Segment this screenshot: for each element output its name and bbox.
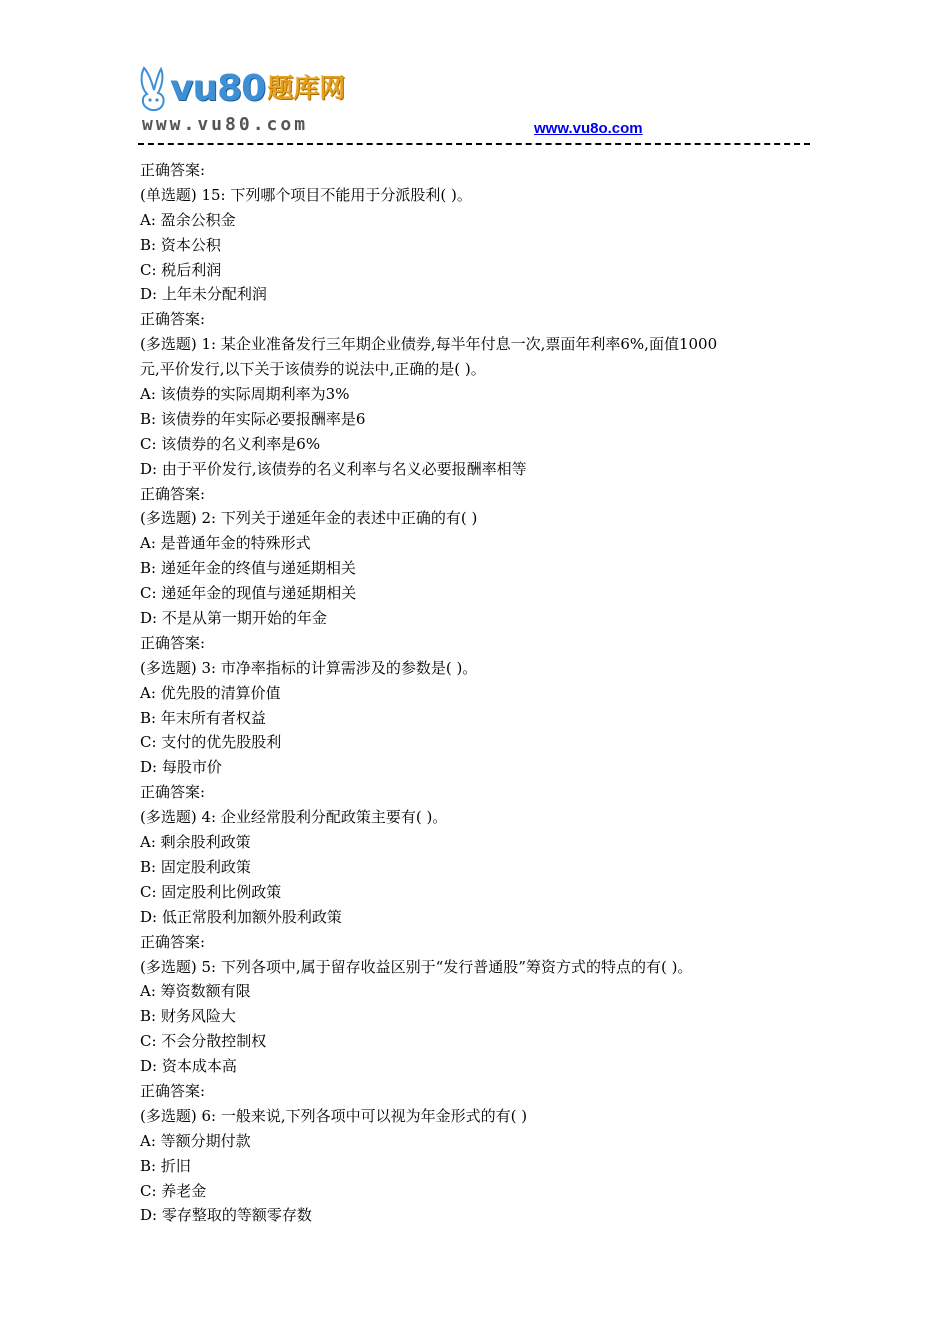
option-b: B: 折旧 bbox=[140, 1156, 191, 1175]
option-a: A: 筹资数额有限 bbox=[140, 982, 251, 1001]
option-b: B: 该债券的年实际必要报酬率是6 bbox=[140, 409, 366, 428]
question-text: (单选题) 15: 下列哪个项目不能用于分派股利( )。 bbox=[140, 185, 472, 204]
logo-mark bbox=[138, 66, 345, 112]
logo-chinese-text: 题库网 bbox=[267, 74, 346, 104]
option-c: C: 税后利润 bbox=[140, 260, 222, 279]
question-text-continued: 元,平价发行,以下关于该债券的说法中,正确的是( )。 bbox=[140, 360, 486, 379]
header-divider bbox=[138, 143, 810, 145]
option-c: C: 递延年金的现值与递延期相关 bbox=[140, 584, 357, 603]
site-logo[interactable] bbox=[138, 66, 360, 136]
option-a: A: 是普通年金的特殊形式 bbox=[140, 534, 311, 553]
option-b: B: 资本公积 bbox=[140, 235, 221, 254]
answer-label: 正确答案: bbox=[140, 783, 206, 802]
option-d: D: 不是从第一期开始的年金 bbox=[140, 609, 327, 628]
answer-label: 正确答案: bbox=[140, 932, 206, 951]
bunny-icon bbox=[138, 66, 168, 112]
logo-text: vu80 bbox=[170, 68, 266, 109]
question-text: (多选题) 4: 企业经常股利分配政策主要有( )。 bbox=[140, 808, 448, 827]
option-c: C: 养老金 bbox=[140, 1181, 207, 1200]
question-text: (多选题) 2: 下列关于递延年金的表述中正确的有( ) bbox=[140, 509, 478, 528]
option-a: A: 盈余公积金 bbox=[140, 210, 236, 229]
option-d: D: 每股市价 bbox=[140, 758, 222, 777]
question-list bbox=[140, 158, 812, 1228]
option-a: A: 等额分期付款 bbox=[140, 1131, 251, 1150]
option-b: B: 递延年金的终值与递延期相关 bbox=[140, 559, 356, 578]
question-text: (多选题) 6: 一般来说,下列各项中可以视为年金形式的有( ) bbox=[140, 1106, 528, 1125]
option-a: A: 剩余股利政策 bbox=[140, 833, 251, 852]
option-d: D: 零存整取的等额零存数 bbox=[140, 1206, 312, 1225]
option-a: A: 该债券的实际周期利率为3% bbox=[140, 385, 350, 404]
option-c: C: 不会分散控制权 bbox=[140, 1032, 267, 1051]
answer-label: 正确答案: bbox=[140, 484, 206, 503]
logo-url: www.vu80.com bbox=[142, 114, 309, 135]
answer-label: 正确答案: bbox=[140, 161, 206, 179]
option-c: C: 支付的优先股股利 bbox=[140, 733, 282, 752]
option-d: D: 资本成本高 bbox=[140, 1057, 237, 1076]
option-b: B: 财务风险大 bbox=[140, 1007, 236, 1026]
option-d: D: 上年未分配利润 bbox=[140, 285, 267, 304]
option-d: D: 低正常股利加额外股利政策 bbox=[140, 907, 342, 926]
page-header bbox=[138, 64, 810, 150]
option-a: A: 优先股的清算价值 bbox=[140, 683, 281, 702]
option-b: B: 固定股利政策 bbox=[140, 857, 251, 876]
answer-label: 正确答案: bbox=[140, 1081, 206, 1100]
option-b: B: 年末所有者权益 bbox=[140, 708, 266, 727]
option-c: C: 固定股利比例政策 bbox=[140, 882, 282, 901]
answer-label: 正确答案: bbox=[140, 633, 206, 652]
option-c: C: 该债券的名义利率是6% bbox=[140, 434, 321, 453]
site-link[interactable]: www.vu8o.com bbox=[534, 120, 643, 137]
option-d: D: 由于平价发行,该债券的名义利率与名义必要报酬率相等 bbox=[140, 459, 527, 478]
question-text: (多选题) 5: 下列各项中,属于留存收益区别于“发行普通股”筹资方式的特点的有( )。 bbox=[140, 957, 693, 976]
answer-label: 正确答案: bbox=[140, 310, 206, 329]
question-text: (多选题) 1: 某企业准备发行三年期企业债券,每半年付息一次,票面年利率6%,面值1000 bbox=[140, 335, 718, 354]
question-text: (多选题) 3: 市净率指标的计算需涉及的参数是( )。 bbox=[140, 658, 478, 677]
